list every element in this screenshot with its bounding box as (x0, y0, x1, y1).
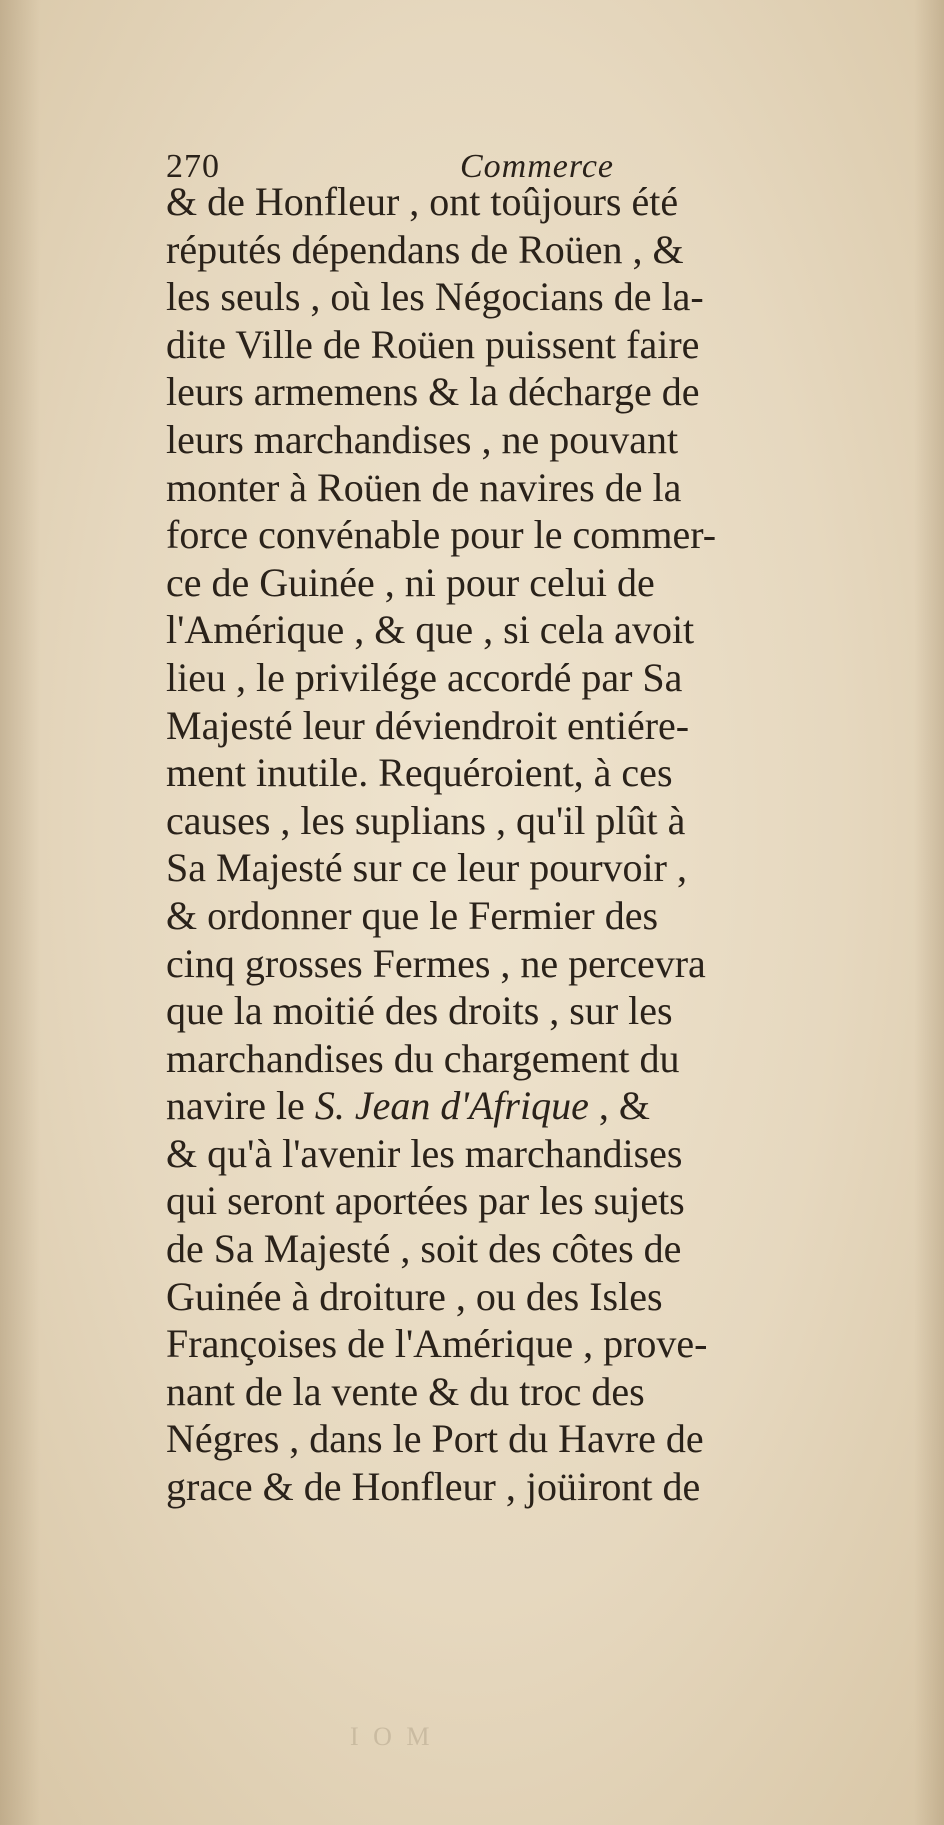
text-line: Sa Majesté sur ce leur pourvoir , (166, 845, 687, 891)
text-line: & ordonner que le Fermier des (166, 892, 659, 938)
text-line: qui seront aportées par les sujets (166, 1178, 685, 1224)
text-line: nant de la vente & du troc des (166, 1368, 645, 1414)
text-segment: , & (588, 1083, 650, 1129)
show-through-text: I O M (350, 1722, 434, 1751)
page-shadow-left (0, 0, 40, 1825)
text-line: ment inutile. Requéroient, à ces (166, 750, 673, 796)
text-line: l'Amérique , & que , si cela avoit (166, 607, 695, 653)
text-line: dite Ville de Roüen puissent faire (166, 321, 700, 367)
text-segment: navire le (166, 1083, 315, 1129)
text-line: de Sa Majesté , soit des côtes de (166, 1226, 682, 1272)
text-line: Guinée à droiture , ou des Isles (166, 1273, 663, 1319)
text-line: marchandises du chargement du (166, 1035, 680, 1081)
text-line: réputés dépendans de Roüen , & (166, 226, 684, 272)
text-line: force convénable pour le commer- (166, 512, 717, 558)
text-line: Françoises de l'Amérique , prove- (166, 1321, 708, 1367)
text-line-ship-name (166, 1082, 926, 1130)
text-line: causes , les suplians , qu'il plût à (166, 797, 686, 843)
text-line: & de Honfleur , ont toûjours été (166, 179, 679, 224)
page-number: 270 (166, 148, 220, 185)
text-line: Négres , dans le Port du Havre de (166, 1416, 704, 1462)
text-line: que la moitié des droits , sur les (166, 988, 673, 1034)
running-title: Commerce (460, 148, 615, 185)
text-line: grace & de Honfleur , joüiront de (166, 1464, 701, 1510)
text-line: leurs armemens & la décharge de (166, 369, 700, 415)
ship-name: S. Jean d'Afrique (314, 1083, 589, 1129)
text-line: cinq grosses Fermes , ne percevra (166, 940, 706, 986)
text-line: ce de Guinée , ni pour celui de (166, 559, 655, 605)
text-line: leurs marchandises , ne pouvant (166, 416, 679, 462)
text-line: monter à Roüen de navires de la (166, 464, 682, 510)
text-line: lieu , le privilége accordé par Sa (166, 654, 683, 700)
body-text (166, 178, 926, 1511)
text-line: & qu'à l'avenir les marchandises (166, 1130, 683, 1176)
text-line: les seuls , où les Négocians de la- (166, 274, 704, 320)
text-line: Majesté leur déviendroit entiére- (166, 702, 690, 748)
